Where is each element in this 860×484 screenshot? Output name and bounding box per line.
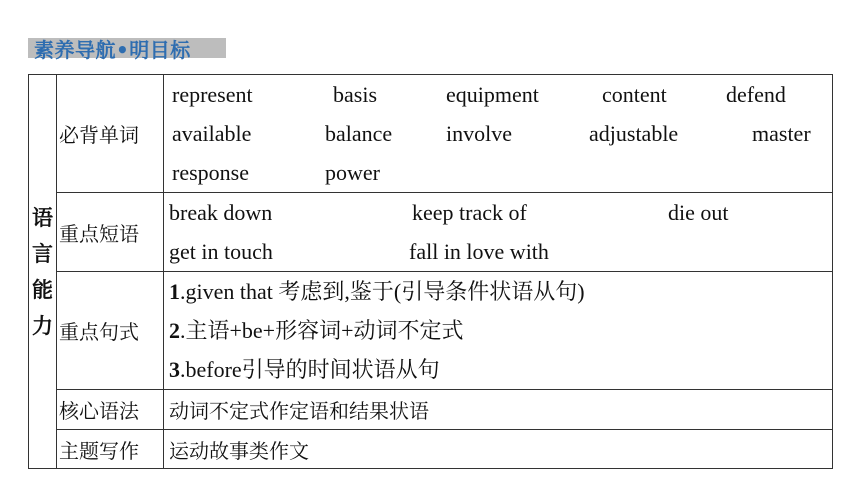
table-row — [29, 272, 833, 390]
word-line — [169, 75, 832, 114]
section-title: 素养导航•明目标 — [34, 38, 191, 62]
table-row — [29, 193, 833, 272]
table-row — [29, 430, 833, 469]
word: balance — [325, 121, 393, 146]
category-label: 语言能力 — [32, 205, 53, 338]
row-content — [164, 193, 833, 272]
word: represent — [172, 82, 253, 107]
phrase: keep track of — [412, 200, 527, 225]
row-label: 重点短语 — [57, 193, 164, 272]
sentence-text: .given that 考虑到,鉴于(引导条件状语从句) — [180, 279, 585, 304]
row-content — [164, 75, 833, 193]
phrase: get in touch — [169, 239, 273, 264]
word: involve — [446, 121, 512, 146]
word: basis — [333, 82, 377, 107]
item-number: 2 — [169, 318, 180, 343]
phrase: break down — [169, 200, 273, 225]
word: equipment — [446, 82, 539, 107]
row-content: 运动故事类作文 — [164, 430, 833, 469]
sentence-item — [169, 350, 832, 389]
word-line — [169, 153, 832, 192]
word-line — [169, 114, 832, 153]
table-row — [29, 75, 833, 193]
word: power — [325, 160, 380, 185]
word: master — [752, 121, 811, 146]
item-number: 1 — [169, 279, 180, 304]
sentence-text: .主语+be+形容词+动词不定式 — [180, 318, 464, 343]
row-label: 核心语法 — [57, 390, 164, 430]
phrase-line — [169, 232, 832, 271]
word: available — [172, 121, 252, 146]
sentence-text: .before引导的时间状语从句 — [180, 357, 440, 382]
word: adjustable — [589, 121, 679, 146]
word: content — [602, 82, 667, 107]
phrase: die out — [668, 200, 729, 225]
row-label: 主题写作 — [57, 430, 164, 469]
table-row — [29, 390, 833, 430]
sentence-item — [169, 311, 832, 350]
phrase: fall in love with — [409, 239, 549, 264]
item-number: 3 — [169, 357, 180, 382]
row-content — [164, 272, 833, 390]
row-label: 必背单词 — [57, 75, 164, 193]
category-cell — [29, 75, 57, 469]
row-label: 重点句式 — [57, 272, 164, 390]
row-content: 动词不定式作定语和结果状语 — [164, 390, 833, 430]
word: response — [172, 160, 249, 185]
goals-table — [28, 74, 833, 469]
sentence-item — [169, 272, 832, 311]
word: defend — [726, 82, 786, 107]
phrase-line — [169, 193, 832, 232]
